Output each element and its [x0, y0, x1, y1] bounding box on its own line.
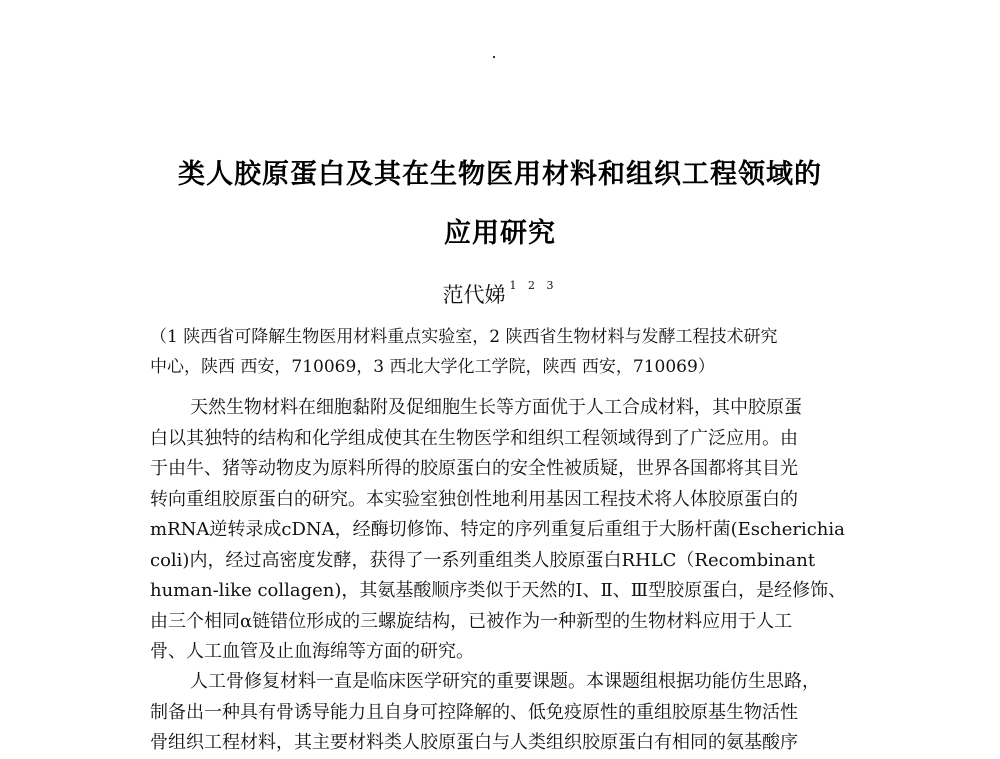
speck-mark: [493, 56, 495, 58]
affiliation-line-2: 中心，陕西 西安，710069，3 西北大学化工学院，陕西 西安，710069）: [150, 357, 715, 377]
paragraph-line: 由三个相同α链错位形成的三螺旋结构，已被作为一种新型的生物材料应用于人工: [150, 610, 793, 632]
title-line-2: 应用研究: [444, 218, 556, 249]
paragraph-line: human-like collagen)，其氨基酸顺序类似于天然的Ⅰ、Ⅱ、Ⅲ型胶原蛋白，是经修饰、: [150, 580, 847, 601]
paragraph-line: 天然生物材料在细胞黏附及促细胞生长等方面优于人工合成材料，其中胶原蛋: [190, 397, 802, 418]
title-line-1: 类人胶原蛋白及其在生物医用材料和组织工程领域的: [178, 159, 822, 190]
author-name: 范代娣: [442, 283, 506, 307]
paragraph-line: 于由牛、猪等动物皮为原料所得的胶原蛋白的安全性被质疑，世界各国都将其目光: [150, 458, 798, 479]
paragraph-line: 人工骨修复材料一直是临床医学研究的重要课题。本课题组根据功能仿生思路，: [190, 671, 820, 692]
paragraph-line: 转向重组胶原蛋白的研究。本实验室独创性地利用基因工程技术将人体胶原蛋白的: [150, 488, 798, 510]
paragraph-line: 骨、人工血管及止血海绵等方面的研究。: [150, 641, 474, 662]
author: [0, 279, 1000, 309]
paragraph-2: [150, 667, 865, 759]
paragraph-line: coli)内，经过高密度发酵，获得了一系列重组类人胶原蛋白RHLC（Recombinant: [150, 549, 816, 571]
paragraph-line: mRNA逆转录成cDNA，经酶切修饰、特定的序列重复后重组于大肠杆菌(Escherichia: [150, 519, 845, 540]
paragraph-line: 制备出一种具有骨诱导能力且自身可控降解的、低免疫原性的重组胶原基生物活性: [150, 701, 798, 723]
affiliation-line-1: （1 陕西省可降解生物医用材料重点实验室，2 陕西省生物材料与发酵工程技术研究: [150, 327, 778, 347]
paragraph-line: 骨组织工程材料，其主要材料类人胶原蛋白与人类组织胶原蛋白有相同的氨基酸序: [150, 732, 798, 753]
paragraph-line: 白以其独特的结构和化学组成使其在生物医学和组织工程领域得到了广泛应用。由: [150, 427, 798, 449]
author-affiliation-numbers: 1 2 3: [509, 279, 558, 292]
paragraph-1: [150, 393, 865, 668]
